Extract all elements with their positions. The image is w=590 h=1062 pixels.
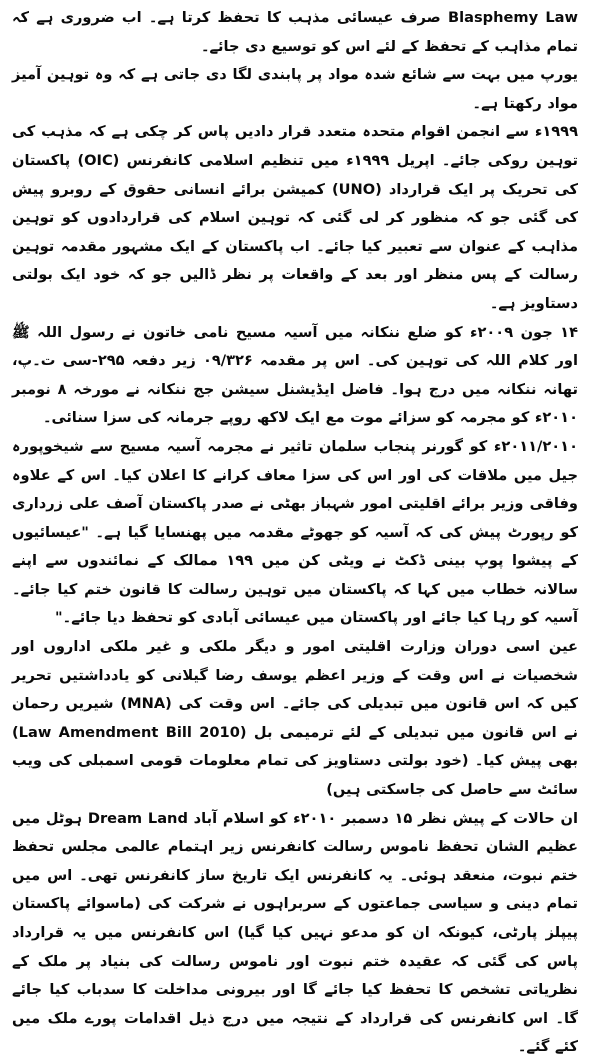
paragraph-conference: ان حالات کے پیش نظر ۱۵ دسمبر ۲۰۱۰ء کو اسلام آباد Dream Land ہوٹل میں عظیم الشان تحفظ ناموس رسالت کانفرنس زیر اہتمام عالمی مجلس تحفظ ختم نبوت، منعقد ہوئی۔ یہ کانفرنس ایک تاریخ ساز کانفرنس تھی۔ اس میں تمام دینی و سیاسی جماعتوں کے سربراہوں نے شرکت کی (ماسوائے پاکستان پیپلز پارٹی، کیونکہ ان کو مدعو نہیں کیا گیا) اس کانفرنس میں یہ قرارداد پاس کی گئی کہ عقیدہ ختم نبوت اور ناموس رسالت کی بنیاد پر ملک کے نظریاتی تشخص کا تحفظ کیا جائے گا اور بیرونی مداخلت کا سدباب کیا جائے گا۔ اس کانفرنس کی قرارداد کے نتیجہ میں درج ذیل اقدامات پورے ملک میں کئے گئے۔ [12,809,579,1056]
paragraph-governor-visit: ۲۰۱۱/۲۰۱۰ء کو گورنر پنجاب سلمان تاثیر نے مجرمہ آسیہ مسیح سے شیخوپورہ جیل میں ملاقات کی اور اس کی سزا معاف کرانے کا اعلان کیا۔ اس کے علاوہ وفاقی وزیر برائے اقلیتی امور شہباز بھٹی نے صدر پاکستان آصف علی زرداری کو رپورٹ پیش کی کہ آسیہ کو جھوٹے مقدمہ میں پھنسایا گیا ہے۔ "عیسائیوں کے پیشوا پوپ بینی ڈکٹ نے ویٹی کن میں ۱۹۹ ممالک کے نمائندوں سے اپنے سالانہ خطاب میں کہا کہ پاکستان میں توہین رسالت کا قانون ختم کیا جائے۔ آسیہ کو رہا کیا جائے اور پاکستان میں عیسائی آبادی کو تحفظ دیا جائے۔" [12,437,578,627]
paragraph-europe-ban: یورپ میں بہت سے شائع شدہ مواد پر پابندی لگا دی جاتی ہے کہ وہ توہین آمیز مواد رکھتا ہے۔ [12,66,578,112]
paragraph-un-resolutions: ۱۹۹۹ء سے انجمن اقوام متحدہ متعدد قرار دادیں پاس کر چکی ہے کہ مذہب کی توہین روکی جائے۔ اپریل ۱۹۹۹ء میں تنظیم اسلامی کانفرنس (OIC) پاکستان کی تحریک پر ایک قرارداد (UNO) کمیشن برائے انسانی حقوق کے روبرو پیش کی گئی جو کہ منظور کر لی گئی کہ توہین اسلام کی قراردادوں کو توہین مذاہب کے عنوان سے تعبیر کیا جائے۔ اب پاکستان کے ایک مشہور مقدمہ توہین رسالت کے پس منظر اور بعد کے واقعات پر نظر ڈالیں جو کہ خود ایک بولتی دستاویز ہے۔ [12,123,579,312]
paragraph-blasphemy-law-scope: Blasphemy Law صرف عیسائی مذہب کا تحفظ کرتا ہے۔ اب ضروری ہے کہ تمام مذاہب کے تحفظ کے لئے اس کو توسیع دی جائے۔ [12,9,578,55]
paragraph-amendment-bill: عین اسی دوران وزارت اقلیتی امور و دیگر ملکی و غیر ملکی اداروں اور شخصیات نے اس وقت کے وزیر اعظم یوسف رضا گیلانی کو یادداشتیں تحریر کیں کہ اس قانون میں تبدیلی کی جائے۔ اس وقت کی (MNA) شیریں رحمان نے اس قانون میں تبدیلی کے لئے ترمیمی بل (Law Amendment Bill 2010) بھی پیش کیا۔ (خود بولتی دستاویز کی تمام معلومات قومی اسمبلی کی ویب سائٹ سے حاصل کی جاسکتی ہیں) [12,638,579,799]
paragraph-asia-case: ۱۴ جون ۲۰۰۹ء کو ضلع ننکانہ میں آسیہ مسیح نامی خاتون نے رسول اللہ ﷺ اور کلام اللہ کی توہین کی۔ اس پر مقدمہ ۰۹/۳۲۶ زیر دفعہ ۲۹۵-سی ت۔پ، تھانہ ننکانہ میں درج ہوا۔ فاضل ایڈیشنل سیشن جج ننکانہ نے مورخہ ۸ نومبر ۲۰۱۰ء کو مجرمہ کو سزائے موت مع ایک لاکھ روپے جرمانہ کی سزا سنائی۔ [12,323,579,427]
